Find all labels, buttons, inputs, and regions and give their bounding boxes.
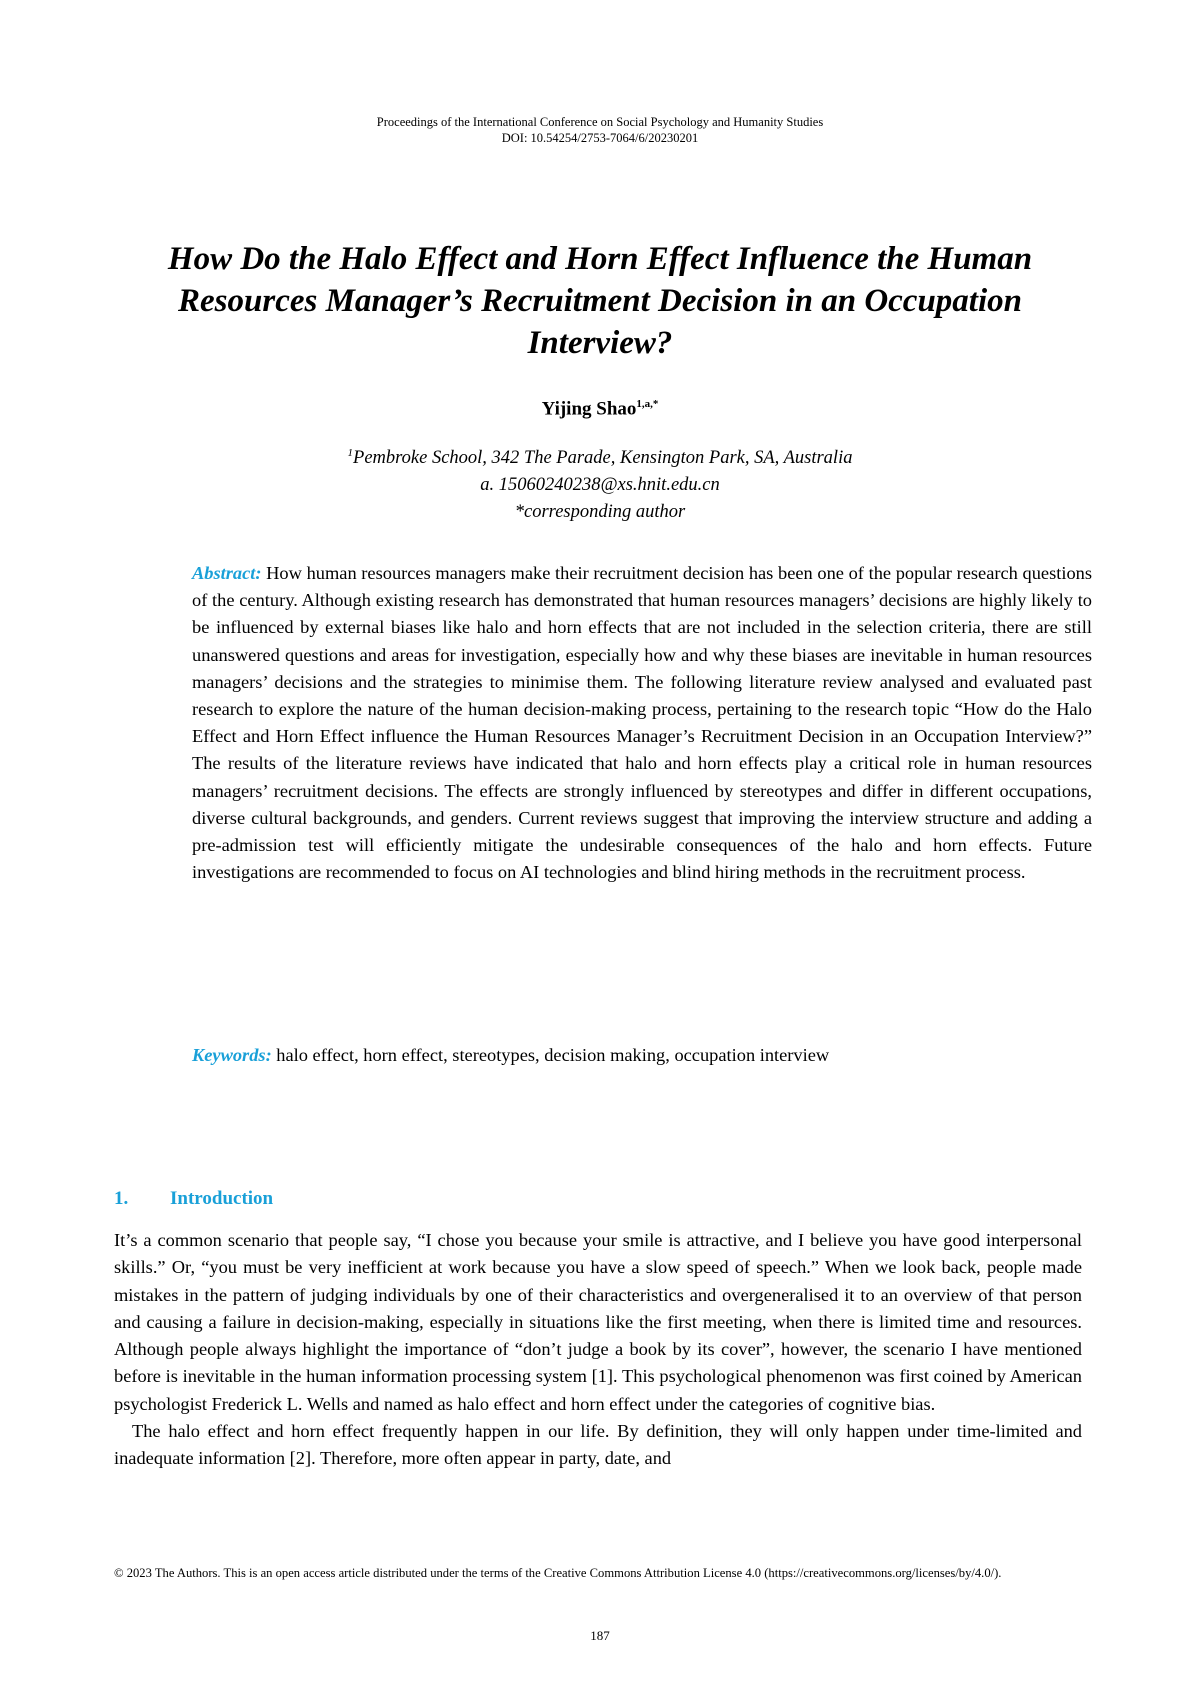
author-name: Yijing Shao <box>541 398 637 420</box>
affiliation-marker: 1 <box>347 447 354 459</box>
abstract-text: How human resources managers make their recruitment decision has been one of the popular research questions of the century. Although existing research has demonstrated that human resources managers’ decisions are highly likely to be influenced by external biases like halo and horn effects that are not included in the selection criteria, there are still unanswered questions and areas for investigation, especially how and why these biases are inevitable in human resources managers’ decisions and the strategies to minimise them. The following literature review analysed and evaluated past research to explore the nature of the human decision-making process, pertaining to the research topic “How do the Halo Effect and Horn Effect influence the Human Resources Manager’s Recruitment Decision in an Occupation Interview?” The results of the literature reviews have indicated that halo and horn effects play a critical role in human resources managers’ recruitment decisions. The effects are strongly influenced by stereotypes and differ in different occupations, diverse cultural backgrounds, and genders. Current reviews suggest that improving the interview structure and adding a pre-admission test will efficiently mitigate the undesirable consequences of the halo and horn effects. Future investigations are recommended to focus on AI technologies and blind hiring methods in the recruitment process. <box>192 563 1092 883</box>
author-superscript: 1,a,* <box>636 398 659 410</box>
running-header <box>0 114 1200 146</box>
affiliation-institution: Pembroke School, 342 The Parade, Kensington Park, SA, Australia <box>353 448 853 469</box>
page-number: 187 <box>590 1628 610 1643</box>
author-line <box>0 398 1200 420</box>
section-heading <box>114 1188 273 1210</box>
author-email: a. 15060240238@xs.hnit.edu.cn <box>480 475 720 496</box>
body-paragraph: It’s a common scenario that people say, “I chose you because your smile is attractive, and I believe you have good interpersonal skills.” Or, “you must be very inefficient at work because you have a slow speed of speech.” When we look back, people made mistakes in the pattern of judging individuals by one of their characteristics and overgeneralised it to an overview of that person and causing a failure in decision-making, especially in situations like the first meeting, when there is limited time and resources. Although people always highlight the importance of “don’t judge a book by its cover”, however, the scenario I have mentioned before is inevitable in the human information processing system [1]. This psychological phenomenon was first coined by American psychologist Frederick L. Wells and named as halo effect and horn effect under the categories of cognitive bias. <box>114 1230 1082 1414</box>
body-paragraph: The halo effect and horn effect frequently happen in our life. By definition, they will only happen under time-limited and inadequate information [2]. Therefore, more often appear in party, date, and <box>114 1421 1082 1469</box>
affiliation-institution-line <box>0 440 1200 472</box>
keywords-text: halo effect, horn effect, stereotypes, decision making, occupation interview <box>276 1045 830 1065</box>
affiliation-block <box>0 440 1200 526</box>
paper-title: How Do the Halo Effect and Horn Effect Influence the Human Resources Manager’s Recruitment Decision in an Occupation Interview? <box>167 241 1033 361</box>
keywords <box>192 1042 1092 1069</box>
abstract <box>192 560 1092 886</box>
keywords-label: Keywords: <box>192 1045 272 1065</box>
section-number: 1. <box>114 1188 129 1209</box>
doi-line: DOI: 10.54254/2753-7064/6/20230201 <box>501 131 699 145</box>
abstract-label: Abstract: <box>192 563 262 583</box>
proceedings-title: Proceedings of the International Conference on Social Psychology and Humanity Studies <box>376 115 824 129</box>
corresponding-author-note: *corresponding author <box>514 502 686 523</box>
license-footnote: © 2023 The Authors. This is an open access article distributed under the terms of the Creative Commons Attribution License 4.0 (https://creativecommons.org/licenses/by/4.0/). <box>114 1566 1002 1580</box>
body-text <box>114 1227 1082 1473</box>
section-title: Introduction <box>170 1188 274 1209</box>
